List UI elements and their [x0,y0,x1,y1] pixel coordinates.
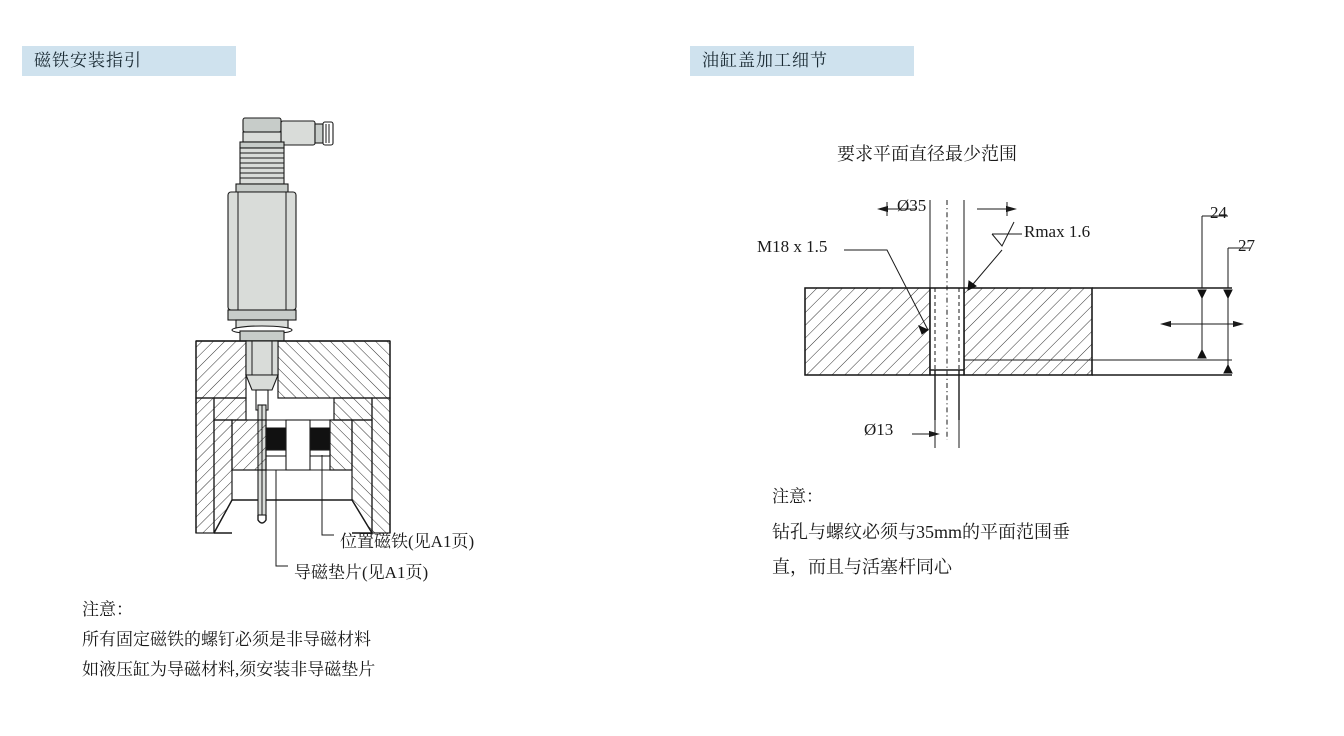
position-magnet [232,420,352,470]
dim-label-bore-35: Ø35 [897,196,927,215]
left-section-title: 磁铁安装指引 [22,46,236,76]
dim-label-depth-27: 27 [1238,236,1255,255]
right-note-line-1: 钻孔与螺纹必须与35mm的平面范围垂 [772,522,1071,542]
left-note-heading: 注意： [82,600,133,619]
leader-roughness [968,222,1022,290]
callout-position-magnet: 位置磁铁(见A1页) [340,532,475,551]
dim-hole-13 [912,420,959,448]
cylinder-cap-drawing [672,0,1344,736]
right-note-heading: 注意： [772,487,823,506]
dim-label-thread: M18 x 1.5 [757,237,828,256]
callout-leaders [276,455,334,566]
right-heading: 要求平面直径最少范围 [837,144,1017,164]
cylinder-cap-machining-panel [672,0,1344,736]
dim-label-depth-24: 24 [1210,203,1227,222]
right-section-title: 油缸盖加工细节 [690,46,914,76]
sensor-connector [236,118,333,192]
left-note-line-2: 如液压缸为导磁材料,须安装非导磁垫片 [82,660,376,679]
right-note-line-2: 直，而且与活塞杆同心 [772,557,952,577]
dim-label-hole-13: Ø13 [864,420,894,439]
sensor-body [228,192,296,341]
callout-magnetic-spacer: 导磁垫片(见A1页) [294,563,429,582]
dim-label-roughness: Rmax 1.6 [1024,222,1091,241]
left-note-line-1: 所有固定磁铁的螺钉必须是非导磁材料 [82,630,371,649]
cap-cross-section [805,200,1232,440]
